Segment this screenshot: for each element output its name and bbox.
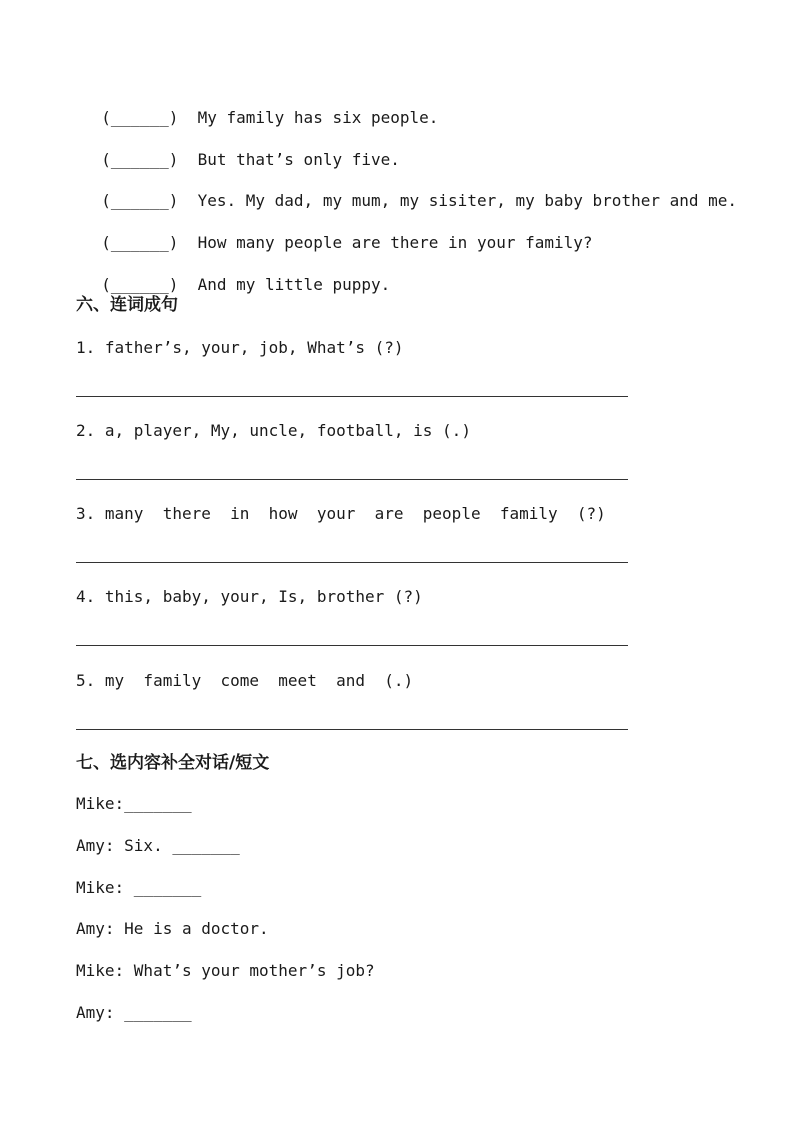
ordering-item-2 [82,130,400,170]
section6-item-1: 1. father’s, your, job, What’s (?) [76,338,404,357]
answer-line-4[interactable] [76,645,628,646]
sentence-text: Yes. My dad, my mum, my sisiter, my baby brother and me. [197,191,738,210]
answer-line-1[interactable] [76,396,628,397]
answer-blank[interactable]: (______) [101,150,179,169]
answer-blank[interactable]: (______) [101,108,179,127]
ordering-item-3 [82,171,737,211]
section6-item-3: 3. many there in how your are people family (?) [76,504,606,523]
answer-line-2[interactable] [76,479,628,480]
ordering-item-1 [82,88,438,128]
sentence-text: And my little puppy. [197,275,391,294]
answer-line-3[interactable] [76,562,628,563]
answer-blank[interactable]: (______) [101,275,179,294]
dialog-line-5: Mike: What’s your mother’s job? [76,961,375,980]
section6-title: 六、连词成句 [76,295,178,315]
dialog-line-4: Amy: He is a doctor. [76,919,269,938]
section6-item-2: 2. a, player, My, uncle, football, is (.) [76,421,471,440]
section7-title: 七、选内容补全对话/短文 [76,753,270,773]
answer-blank[interactable]: (______) [101,233,179,252]
answer-blank[interactable]: (______) [101,191,179,210]
ordering-item-5 [82,255,390,295]
sentence-text: How many people are there in your family? [197,233,593,252]
dialog-line-1: Mike:_______ [76,794,192,813]
dialog-line-2: Amy: Six. _______ [76,836,240,855]
answer-line-5[interactable] [76,729,628,730]
section6-item-4: 4. this, baby, your, Is, brother (?) [76,587,423,606]
section6-item-5: 5. my family come meet and (.) [76,671,414,690]
dialog-line-6: Amy: _______ [76,1003,192,1022]
sentence-text: But that’s only five. [197,150,400,169]
sentence-text: My family has six people. [197,108,439,127]
ordering-item-4 [82,213,593,253]
dialog-line-3: Mike: _______ [76,878,202,897]
